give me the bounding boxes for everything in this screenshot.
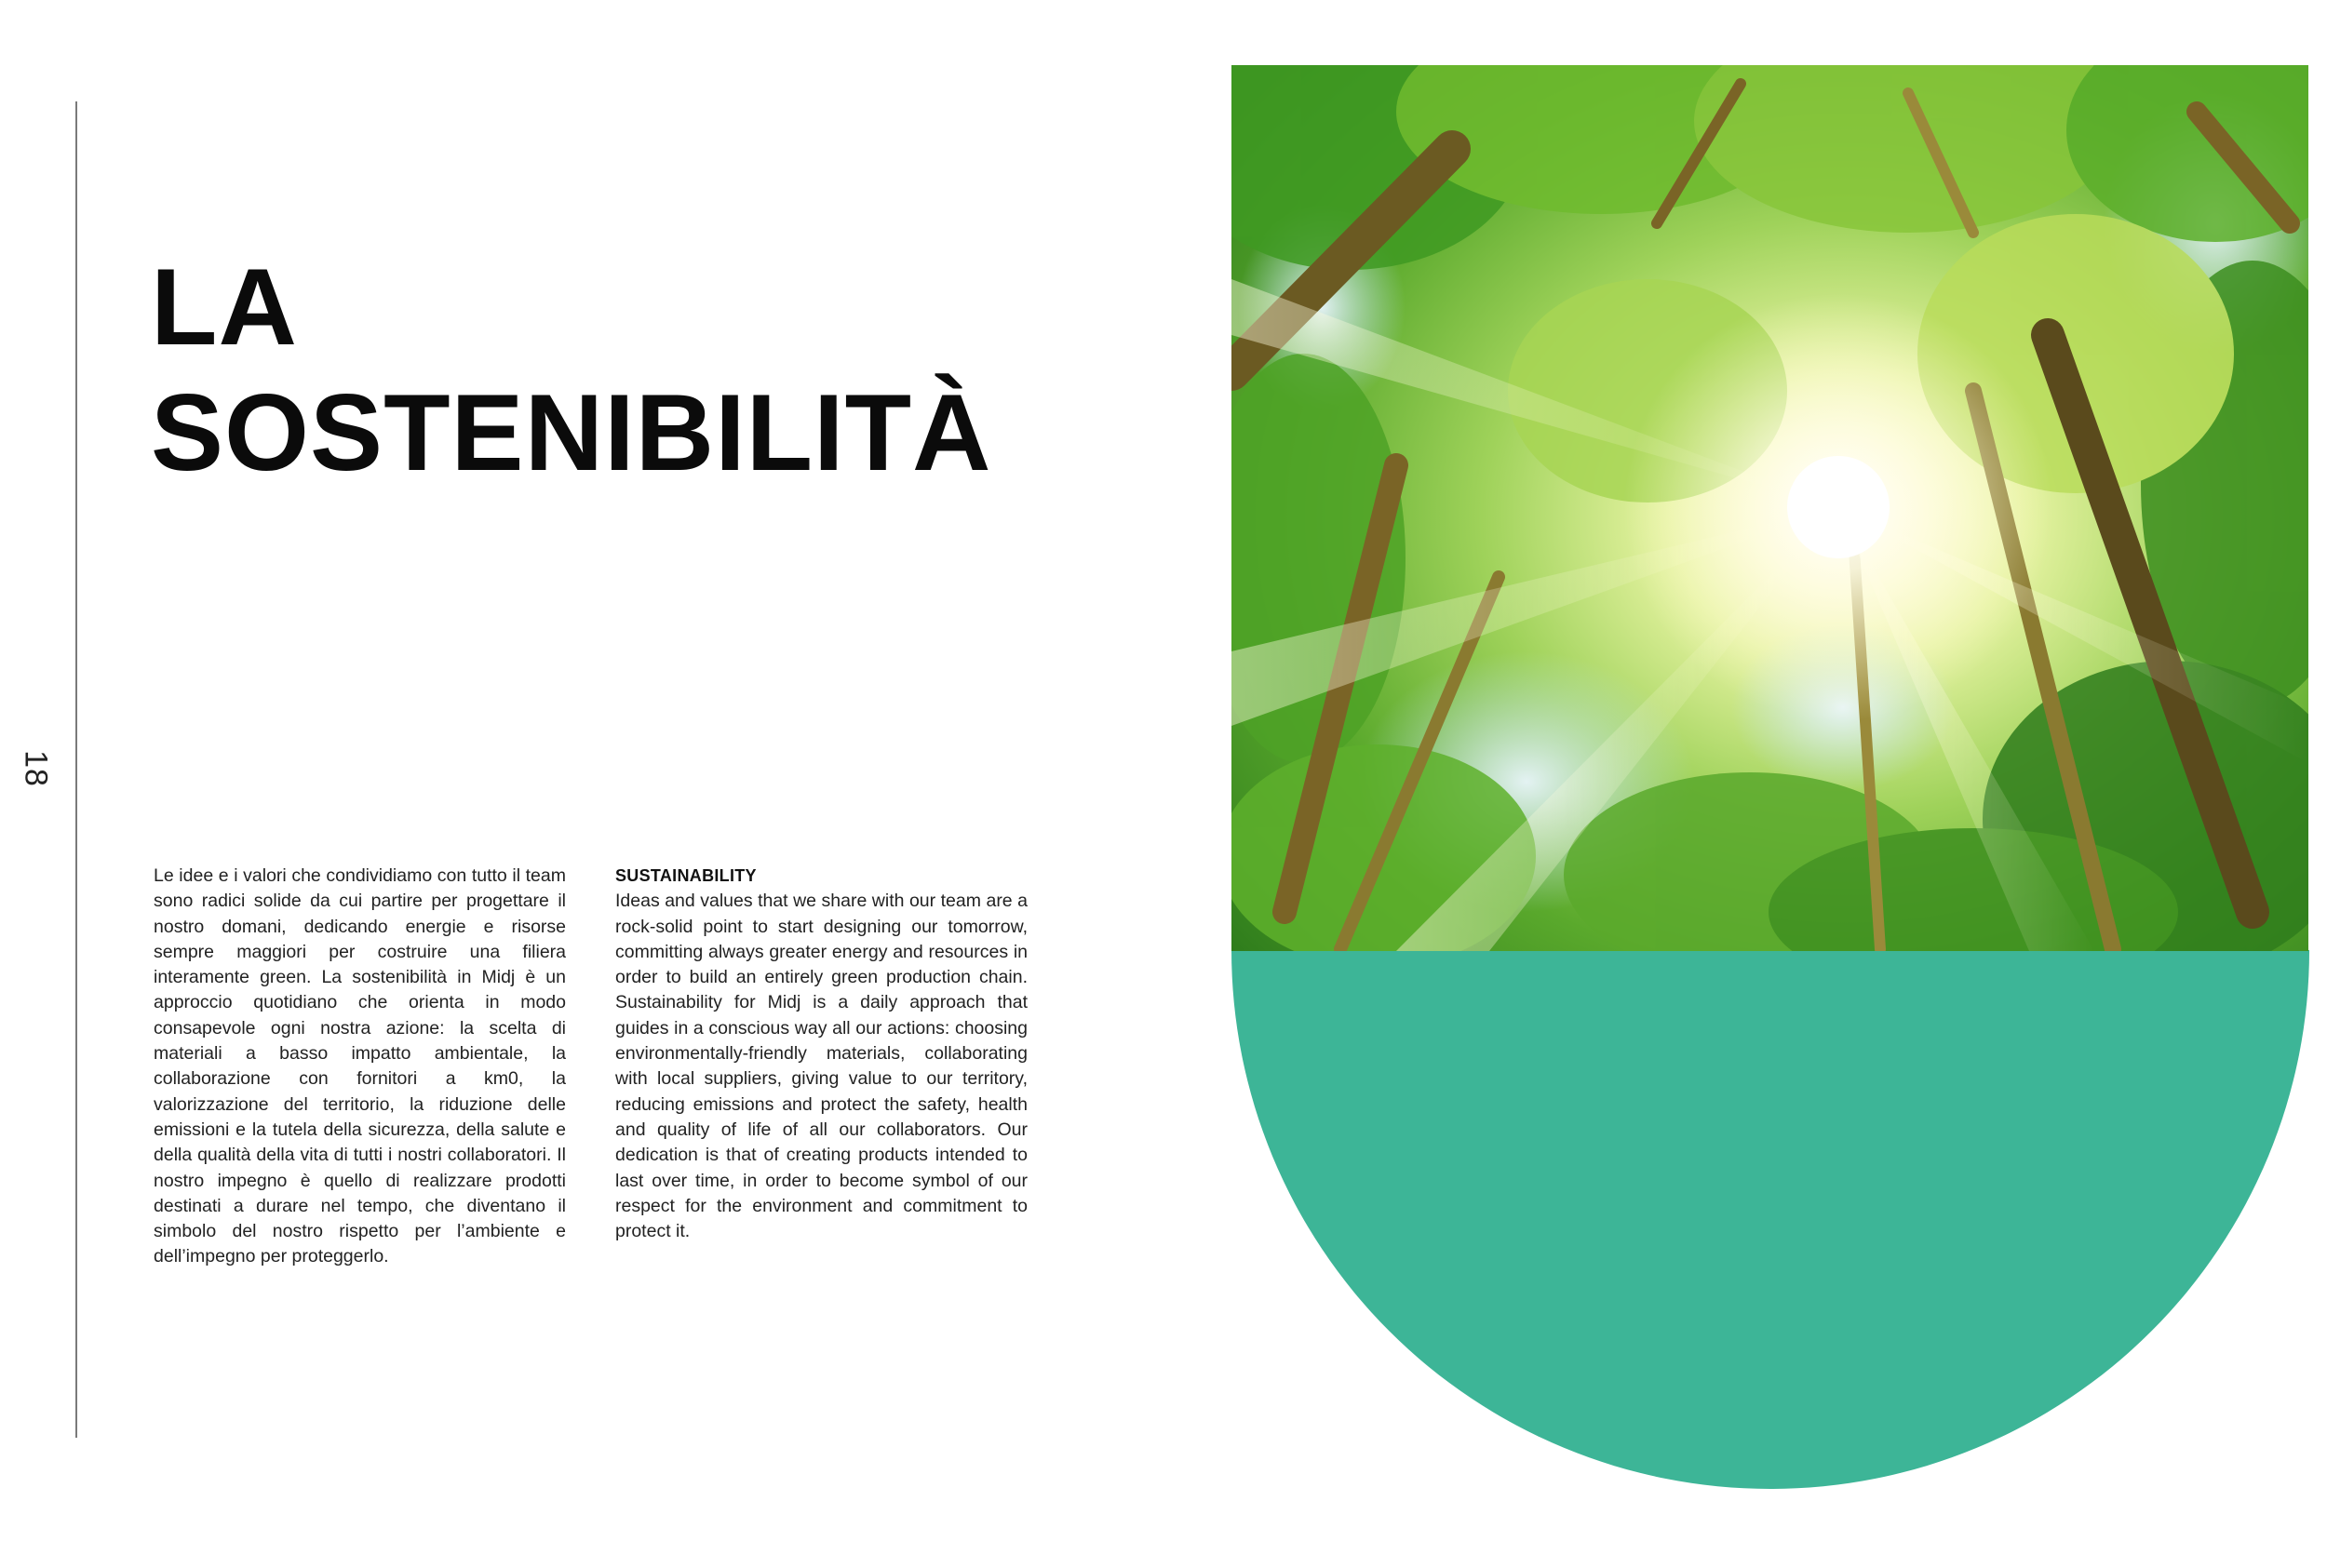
title-line-2: SOSTENIBILITÀ [151, 371, 992, 493]
forest-photo [1173, 9, 2327, 996]
page-number: 18 [18, 750, 54, 787]
title-line-1: LA [151, 246, 298, 368]
english-heading: SUSTAINABILITY [615, 866, 757, 885]
italian-body: Le idee e i valori che condividiamo con tutto il team sono radici solide da cui partire per progettare il nostro domani, dedicando energie e risorse sempre maggiori per costruire una filiera interamente green. La sostenibilità in Midj è un approccio quotidiano che orienta in modo consapevole ogni nostra azione: la scelta di materiali a basso impatto ambientale, la collaborazione con fornitori a km0, la valorizzazione del territorio, la riduzione delle emissioni e la tutela della sicurezza, della salute e della qualità della vita di tutti i nostri collaboratori. Il nostro impegno è quello di realizzare prodotti destinati a durare nel tempo, che diventano il simbolo del nostro rispetto per l’ambiente e dell’impegno per proteggerlo. [154, 865, 566, 1267]
green-semicircle [1231, 950, 2309, 1489]
english-body: Ideas and values that we share with our team are a rock-solid point to start designing our tomorrow, committing always greater energy and resources in order to build an entirely green production chain. Sustainability for Midj is a daily approach that guides in a conscious way all our actions: choosing environmentally-friendly materials, collaborating with local suppliers, giving value to our territory, reducing emissions and protect the safety, health and quality of life of all our collaborators. Our dedication is that of creating products intended to last over time, in order to become symbol of our respect for the environment and commitment to protect it. [615, 891, 1028, 1242]
